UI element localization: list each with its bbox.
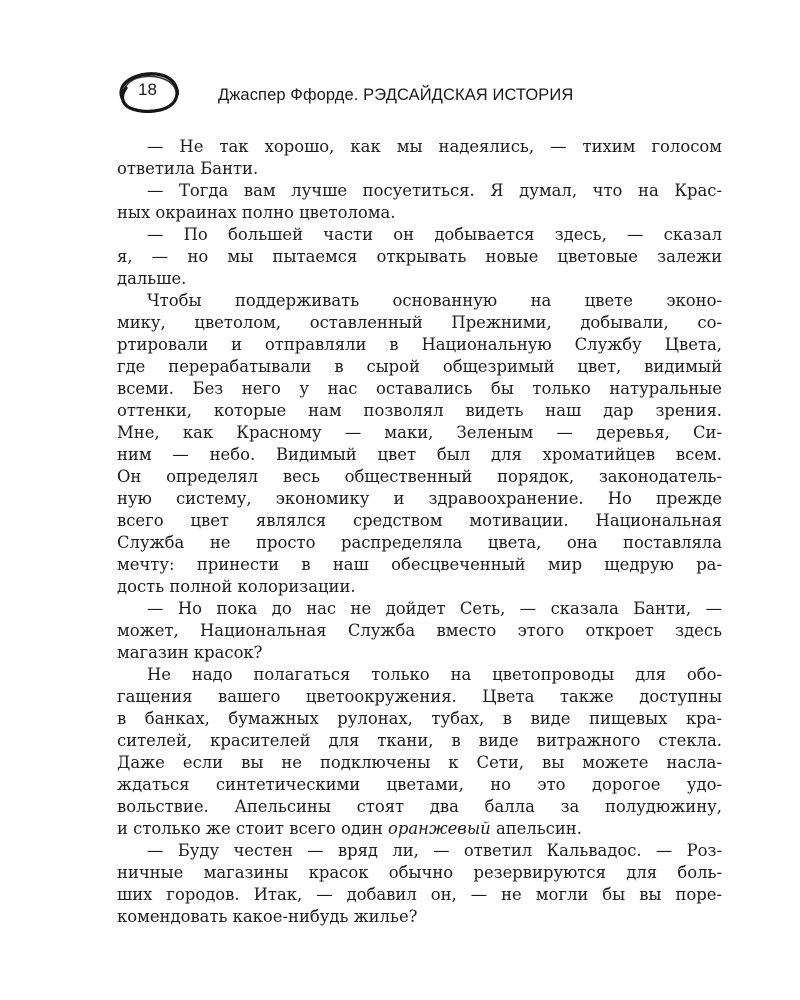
text-line: ним — небо. Видимый цвет был для хроматийцев всем. bbox=[117, 445, 722, 464]
text-line: Не надо полагаться только на цветопроводы для обо- bbox=[147, 665, 722, 684]
text-line bbox=[117, 818, 722, 840]
text-line: ных окраинах полно цветолома. bbox=[117, 203, 396, 222]
text-line: магазин красок? bbox=[117, 643, 263, 662]
text-line: может, Национальная Служба вместо этого откроет здесь bbox=[117, 621, 722, 640]
text-line: Служба не просто распределяла цвета, она поставляла bbox=[117, 533, 722, 552]
body-text bbox=[117, 136, 722, 928]
page-header bbox=[108, 68, 728, 120]
text-line: Чтобы поддерживать основанную на цвете эконо- bbox=[147, 291, 722, 310]
text-line: ничные магазины красок обычно резервируются для боль- bbox=[117, 863, 722, 882]
text-line: я, — но мы пытаемся открывать новые цветовые залежи bbox=[117, 247, 722, 266]
running-head: Джаспер Ффорде. РЭДСАЙДСКАЯ ИСТОРИЯ bbox=[218, 86, 574, 104]
text-line: дальше. bbox=[117, 269, 187, 288]
text-line: оттенки, которые нам позволял видеть наш дар зрения. bbox=[117, 401, 722, 420]
text-line: Мне, как Красному — маки, Зеленым — деревья, Си- bbox=[117, 423, 722, 442]
text-line: комендовать какое-нибудь жилье? bbox=[117, 907, 418, 926]
text-line: ртировали и отправляли в Национальную Службу Цвета, bbox=[117, 335, 722, 354]
text-line: ответила Банти. bbox=[117, 159, 259, 178]
text-line: дость полной колоризации. bbox=[117, 577, 356, 596]
text-line: где перерабатывали в сырой общезримый цвет, видимый bbox=[117, 357, 722, 376]
page-number: 18 bbox=[138, 80, 157, 99]
text-line: мику, цветолом, оставленный Прежними, добывали, со- bbox=[117, 313, 722, 332]
text-line-part: апельсин. bbox=[490, 819, 582, 838]
emphasis-word: оранжевый bbox=[388, 819, 491, 838]
text-line: Даже если вы не подключены к Сети, вы можете насла- bbox=[117, 753, 722, 772]
text-line: ших городов. Итак, — добавил он, — не могли бы вы поре- bbox=[117, 885, 722, 904]
text-line: всего цвет являлся средством мотивации. Национальная bbox=[117, 511, 722, 530]
page-number-badge bbox=[108, 68, 184, 116]
text-line: ную систему, экономику и здравоохранение. Но прежде bbox=[117, 489, 722, 508]
text-line: Он определял весь общественный порядок, законодатель- bbox=[117, 467, 722, 486]
text-line: вольствие. Апельсины стоят два балла за полудюжину, bbox=[117, 797, 722, 816]
text-line: — Не так хорошо, как мы надеялись, — тихим голосом bbox=[147, 137, 722, 156]
text-line: — По большей части он добывается здесь, — сказал bbox=[147, 225, 722, 244]
text-line: — Тогда вам лучше посуетиться. Я думал, что на Крас- bbox=[147, 181, 722, 200]
text-line: всеми. Без него у нас оставались бы только натуральные bbox=[117, 379, 722, 398]
text-line: — Но пока до нас не дойдет Сеть, — сказала Банти, — bbox=[147, 599, 722, 618]
text-line: в банках, бумажных рулонах, тубах, в виде пищевых кра- bbox=[117, 709, 722, 728]
text-line: — Буду честен — вряд ли, — ответил Кальвадос. — Роз- bbox=[147, 841, 722, 860]
text-line: мечту: принести в наш обесцвеченный мир щедрую ра- bbox=[117, 555, 722, 574]
text-line: гащения вашего цветоокружения. Цвета также доступны bbox=[117, 687, 722, 706]
text-line-part: и столько же стоит всего один bbox=[117, 819, 389, 838]
text-line: ждаться синтетическими цветами, но это дорогое удо- bbox=[117, 775, 722, 794]
text-line: сителей, красителей для ткани, в виде витражного стекла. bbox=[117, 731, 722, 750]
